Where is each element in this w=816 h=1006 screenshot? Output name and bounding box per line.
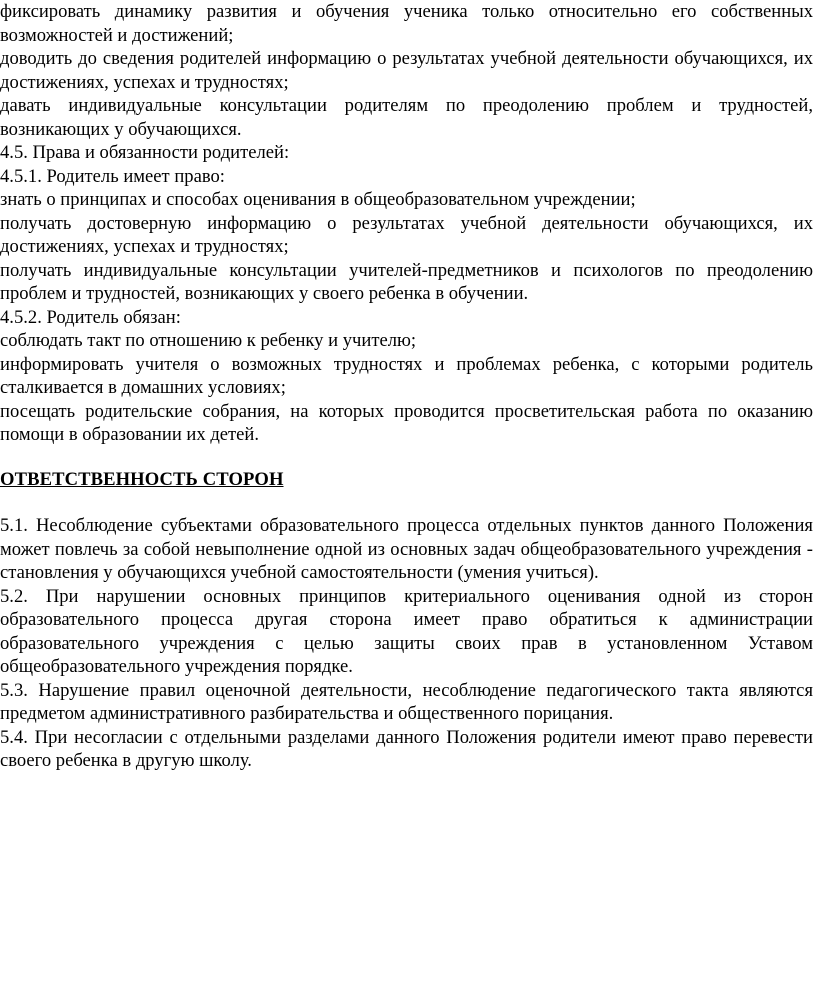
- paragraph-teacher-duty-consult-parents: давать индивидуальные консультации родителям по преодолению проблем и трудностей, возникающих у обучающихся.: [0, 95, 813, 140]
- paragraph-parent-duty-tact: соблюдать такт по отношению к ребенку и учителю;: [0, 330, 417, 351]
- paragraph-parent-duty-attend-meetings: посещать родительские собрания, на которых проводится просветительская работа по оказанию помощи в образовании их детей.: [0, 400, 813, 445]
- section-heading-responsibility: ОТВЕТСТВЕННОСТЬ СТОРОН: [0, 468, 284, 490]
- subsection-heading-parent-rights-duties: 4.5. Права и обязанности родителей:: [0, 142, 290, 163]
- paragraph-clause-5-1: 5.1. Несоблюдение субъектами образовательного процесса отдельных пунктов данного Положения может повлечь за собой невыполнение одной из основных задач общеобразовательного учреждения - становления у обучающихся учебной самостоятельности (умения учиться).: [0, 515, 813, 583]
- paragraph-clause-5-4: 5.4. При несогласии с отдельными разделами данного Положения родители имеют право перевести своего ребенка в другую школу.: [0, 726, 813, 771]
- paragraph-parent-duty-inform-teacher: информировать учителя о возможных трудностях и проблемах ребенка, с которыми родитель сталкивается в домашних условиях;: [0, 353, 813, 398]
- paragraph-parent-right-consultations: получать индивидуальные консультации учителей-предметников и психологов по преодолению проблем и трудностей, возникающих у своего ребенка в обучении.: [0, 259, 813, 304]
- paragraph-parent-right-get-information: получать достоверную информацию о результатах учебной деятельности обучающихся, их достижениях, успехах и трудностях;: [0, 212, 813, 257]
- subsection-heading-parent-duties: 4.5.2. Родитель обязан:: [0, 306, 181, 328]
- paragraph-teacher-duty-track-progress: фиксировать динамику развития и обучения ученика только относительно его собственных возможностей и достижений;: [0, 1, 813, 46]
- paragraph-clause-5-2: 5.2. При нарушении основных принципов критериального оценивания одной из сторон образовательного процесса другая сторона имеет право обратиться к администрации образовательного учреждения с целью защиты своих прав в установленном Уставом общеобразовательного учреждения порядке.: [0, 585, 813, 677]
- paragraph-clause-5-3: 5.3. Нарушение правил оценочной деятельности, несоблюдение педагогического такта являются предметом административного разбирательства и общественного порицания.: [0, 679, 813, 724]
- paragraph-teacher-duty-inform-parents: доводить до сведения родителей информацию о результатах учебной деятельности обучающихся, их достижениях, успехах и трудностях;: [0, 48, 813, 93]
- paragraph-parent-right-know-principles: знать о принципах и способах оценивания в общеобразовательном учреждении;: [0, 189, 636, 210]
- subsection-heading-parent-rights: 4.5.1. Родитель имеет право:: [0, 165, 225, 187]
